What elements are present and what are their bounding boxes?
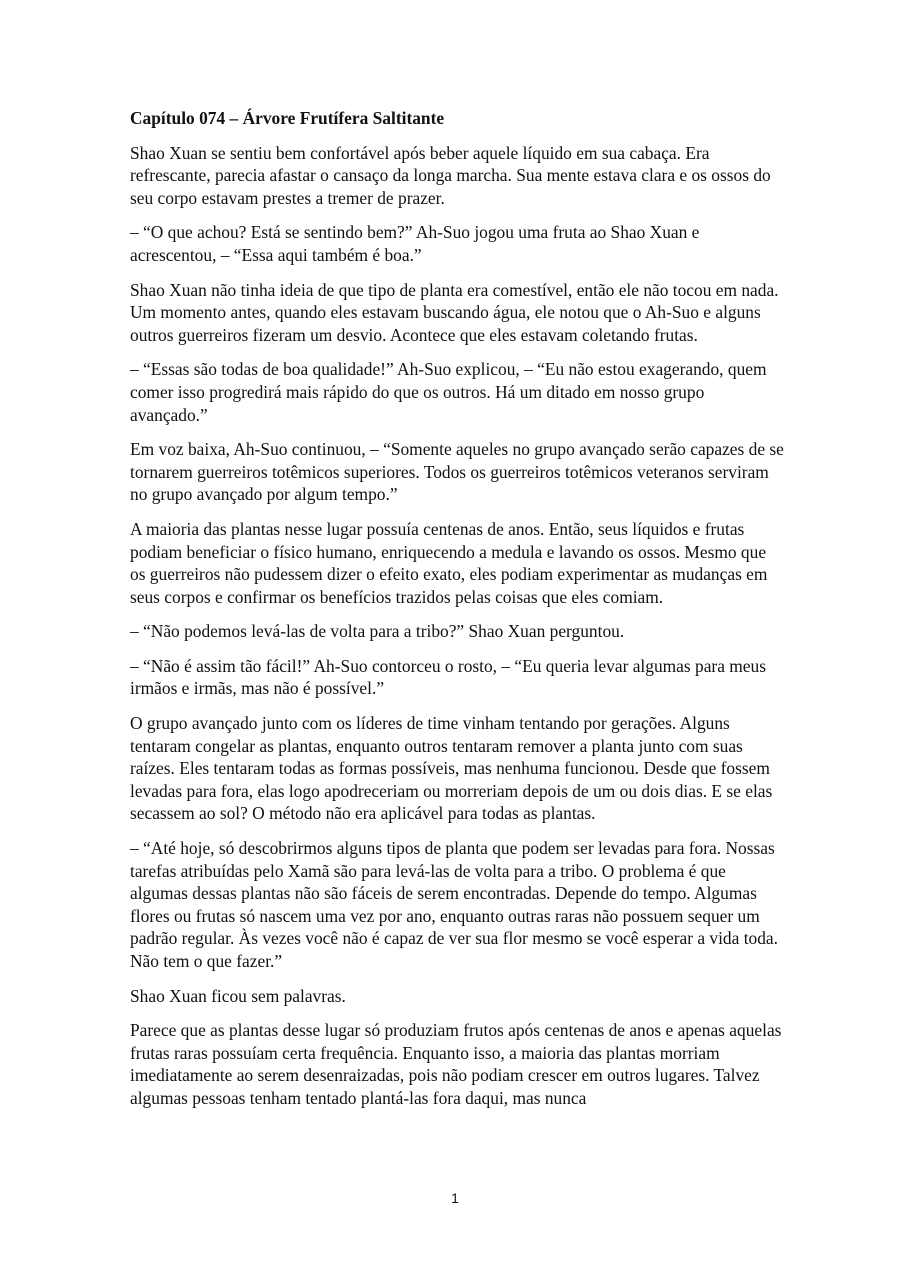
paragraph: Shao Xuan se sentiu bem confortável após beber aquele líquido em sua cabaça. Era refrescante, parecia afastar o cansaço da longa marcha. Sua mente estava clara e os ossos do seu corpo estavam prestes a tremer de prazer.	[130, 142, 771, 208]
paragraph: – “Até hoje, só descobrirmos alguns tipos de planta que podem ser levadas para fora. Nossas tarefas atribuídas pelo Xamã são para levá-las de volta para a tribo. O problema é que algumas dessas plantas não são fáceis de serem encontradas. Depende do tempo. Algumas flores ou frutas só nascem uma vez por ano, enquanto outras raras não possuem sequer um padrão regular. Às vezes você não é capaz de ver sua flor mesmo se você esperar a vida toda. Não tem o que fazer.”	[130, 838, 778, 971]
paragraph: – “Não é assim tão fácil!” Ah-Suo contorceu o rosto, – “Eu queria levar algumas para meus irmãos e irmãs, mas não é possível.”	[130, 655, 766, 699]
paragraph: – “Essas são todas de boa qualidade!” Ah-Suo explicou, – “Eu não estou exagerando, quem comer isso progredirá mais rápido do que os outros. Há um ditado em nosso grupo avançado.”	[130, 359, 767, 425]
paragraph: Parece que as plantas desse lugar só produziam frutos após centenas de anos e apenas aquelas frutas raras possuíam certa frequência. Enquanto isso, a maioria das plantas morriam imediatamente ao serem desenraizadas, pois não podiam crescer em outros lugares. Talvez algumas pessoas tenham tentado plantá-las fora daqui, mas nunca	[130, 1020, 782, 1108]
paragraph: A maioria das plantas nesse lugar possuía centenas de anos. Então, seus líquidos e frutas podiam beneficiar o físico humano, enriquecendo a medula e lavando os ossos. Mesmo que os guerreiros não pudessem dizer o efeito exato, eles podiam experimentar as mudanças em seus corpos e confirmar os benefícios trazidos pelas coisas que eles comiam.	[130, 518, 768, 607]
page-number: 1	[451, 1190, 459, 1206]
page-content	[130, 107, 785, 1122]
paragraph: Shao Xuan ficou sem palavras.	[130, 985, 346, 1006]
paragraph: – “O que achou? Está se sentindo bem?” Ah-Suo jogou uma fruta ao Shao Xuan e acrescentou, – “Essa aqui também é boa.”	[130, 222, 700, 265]
paragraph: Em voz baixa, Ah-Suo continuou, – “Somente aqueles no grupo avançado serão capazes de se tornarem guerreiros totêmicos superiores. Todos os guerreiros totêmicos veteranos serviram no grupo avançado por algum tempo.”	[130, 439, 784, 505]
paragraph: – “Não podemos levá-las de volta para a tribo?” Shao Xuan perguntou.	[130, 621, 625, 642]
paragraph: Shao Xuan não tinha ideia de que tipo de planta era comestível, então ele não tocou em nada. Um momento antes, quando eles estavam buscando água, ele notou que o Ah-Suo e alguns outros guerreiros fizeram um desvio. Acontece que eles estavam coletando frutas.	[130, 279, 779, 345]
chapter-title: Capítulo 074 – Árvore Frutífera Saltitante	[130, 108, 445, 128]
paragraph: O grupo avançado junto com os líderes de time vinham tentando por gerações. Alguns tentaram congelar as plantas, enquanto outros tentaram remover a planta junto com suas raízes. Eles tentaram todas as formas possíveis, mas nenhuma funcionou. Desde que fossem levadas para fora, elas logo apodreceriam ou morreriam depois de um ou dois dias. E se elas secassem ao sol? O método não era aplicável para todas as plantas.	[130, 713, 773, 824]
